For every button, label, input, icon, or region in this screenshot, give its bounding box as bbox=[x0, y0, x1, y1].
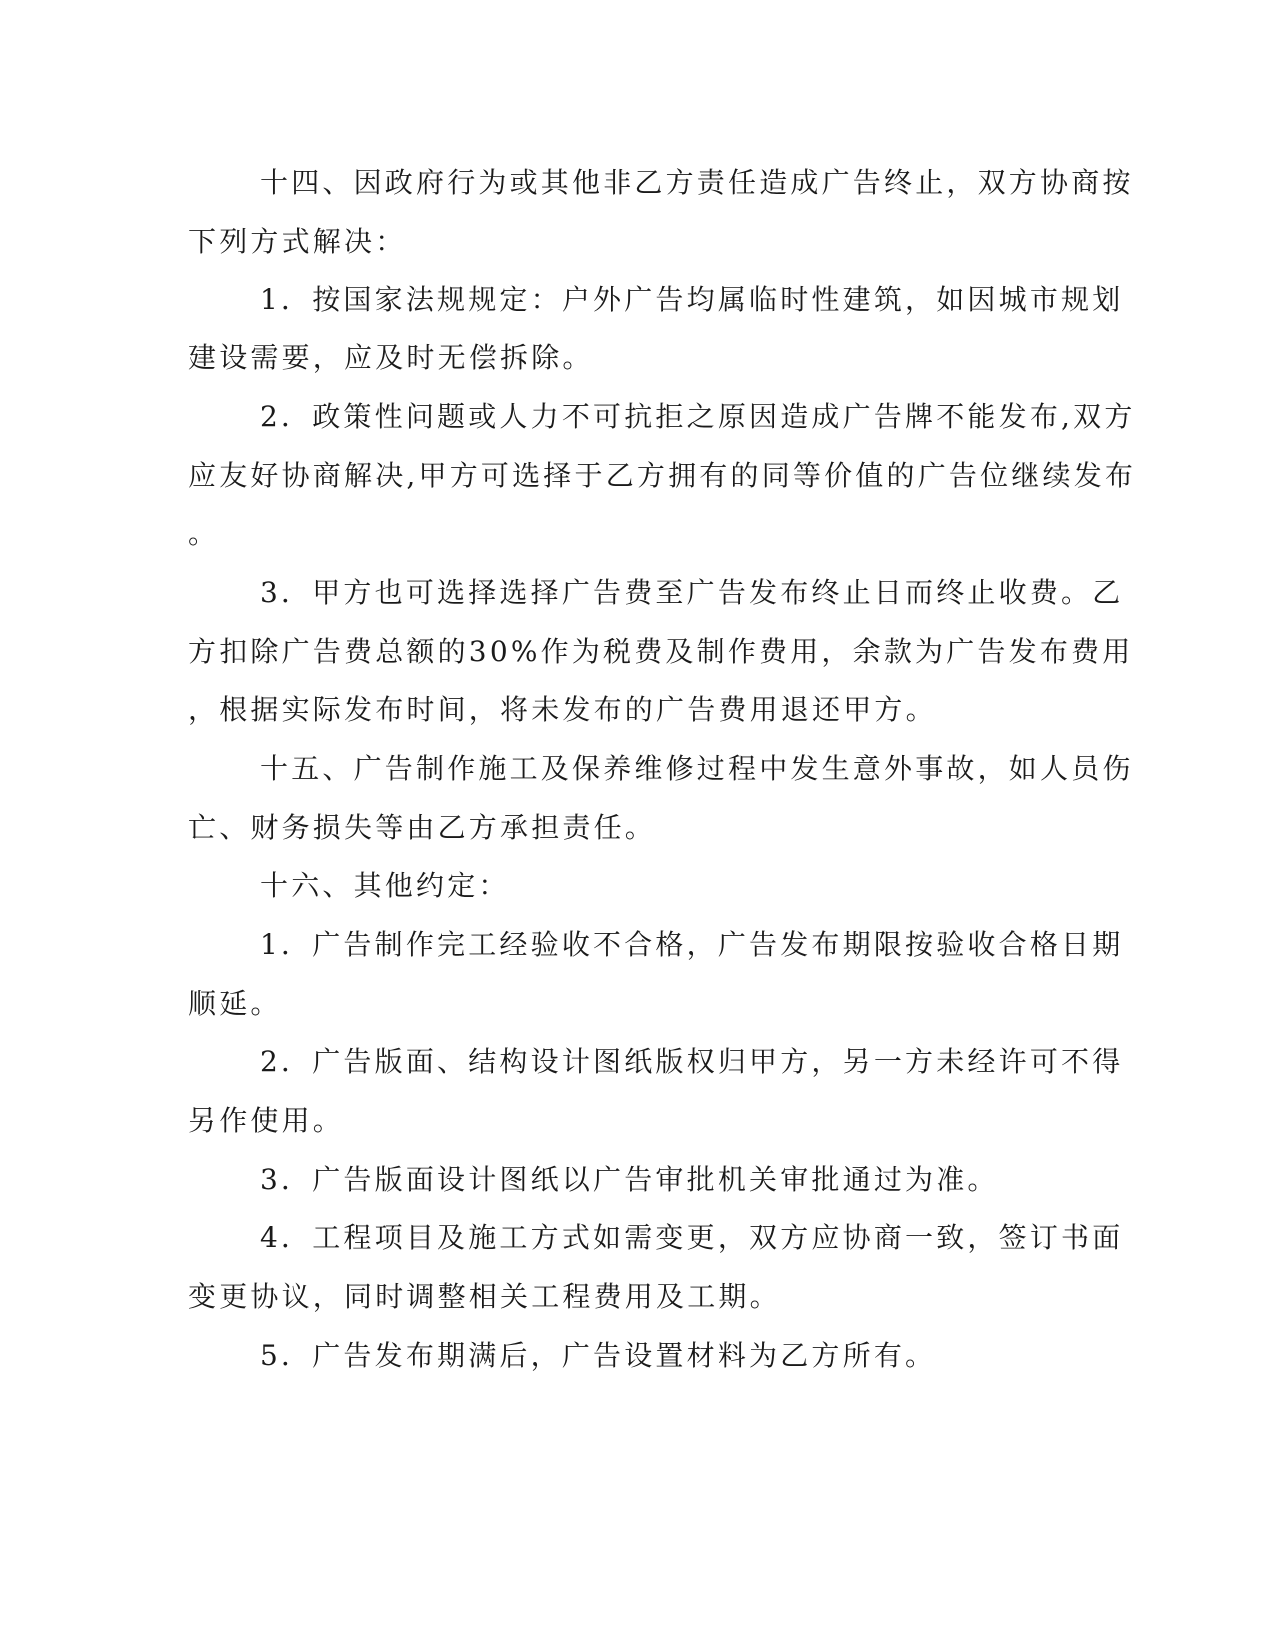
clause-14-item-2-line-2: 应友好协商解决,甲方可选择于乙方拥有的同等价值的广告位继续发布 bbox=[188, 459, 1137, 492]
clause-14-item-3-line-1: 3．甲方也可选择选择广告费至广告发布终止日而终止收费。乙 bbox=[260, 576, 1124, 609]
clause-16-item-2-line-1: 2．广告版面、结构设计图纸版权归甲方，另一方未经许可不得 bbox=[260, 1045, 1124, 1078]
clause-14-item-3-line-3: ，根据实际发布时间，将未发布的广告费用退还甲方。 bbox=[188, 693, 937, 726]
clause-16-item-5: 5．广告发布期满后，广告设置材料为乙方所有。 bbox=[260, 1339, 937, 1372]
clause-16-item-4-line-2: 变更协议，同时调整相关工程费用及工期。 bbox=[188, 1280, 781, 1313]
clause-14-item-2-line-1: 2．政策性问题或人力不可抗拒之原因造成广告牌不能发布,双方 bbox=[260, 400, 1136, 433]
clause-14-line-2: 下列方式解决： bbox=[188, 225, 407, 258]
clause-14-line-1: 十四、因政府行为或其他非乙方责任造成广告终止，双方协商按 bbox=[260, 166, 1134, 199]
clause-15-line-2: 亡、财务损失等由乙方承担责任。 bbox=[188, 811, 657, 844]
clause-14-item-1-line-2: 建设需要，应及时无偿拆除。 bbox=[188, 341, 594, 374]
clause-14-item-1-line-1: 1．按国家法规规定：户外广告均属临时性建筑，如因城市规划 bbox=[260, 283, 1124, 316]
clause-16-item-2-line-2: 另作使用。 bbox=[188, 1104, 345, 1137]
clause-14-item-2-line-3: 。 bbox=[188, 517, 220, 550]
clause-16-item-4-line-1: 4．工程项目及施工方式如需变更，双方应协商一致，签订书面 bbox=[260, 1221, 1124, 1254]
clause-16-heading: 十六、其他约定： bbox=[260, 869, 510, 902]
clause-15-line-1: 十五、广告制作施工及保养维修过程中发生意外事故，如人员伤 bbox=[260, 752, 1134, 785]
clause-14-item-3-line-2: 方扣除广告费总额的30%作为税费及制作费用，余款为广告发布费用 bbox=[188, 635, 1134, 668]
clause-16-item-1-line-1: 1．广告制作完工经验收不合格，广告发布期限按验收合格日期 bbox=[260, 928, 1124, 961]
clause-16-item-1-line-2: 顺延。 bbox=[188, 987, 282, 1020]
clause-16-item-3: 3．广告版面设计图纸以广告审批机关审批通过为准。 bbox=[260, 1163, 999, 1196]
